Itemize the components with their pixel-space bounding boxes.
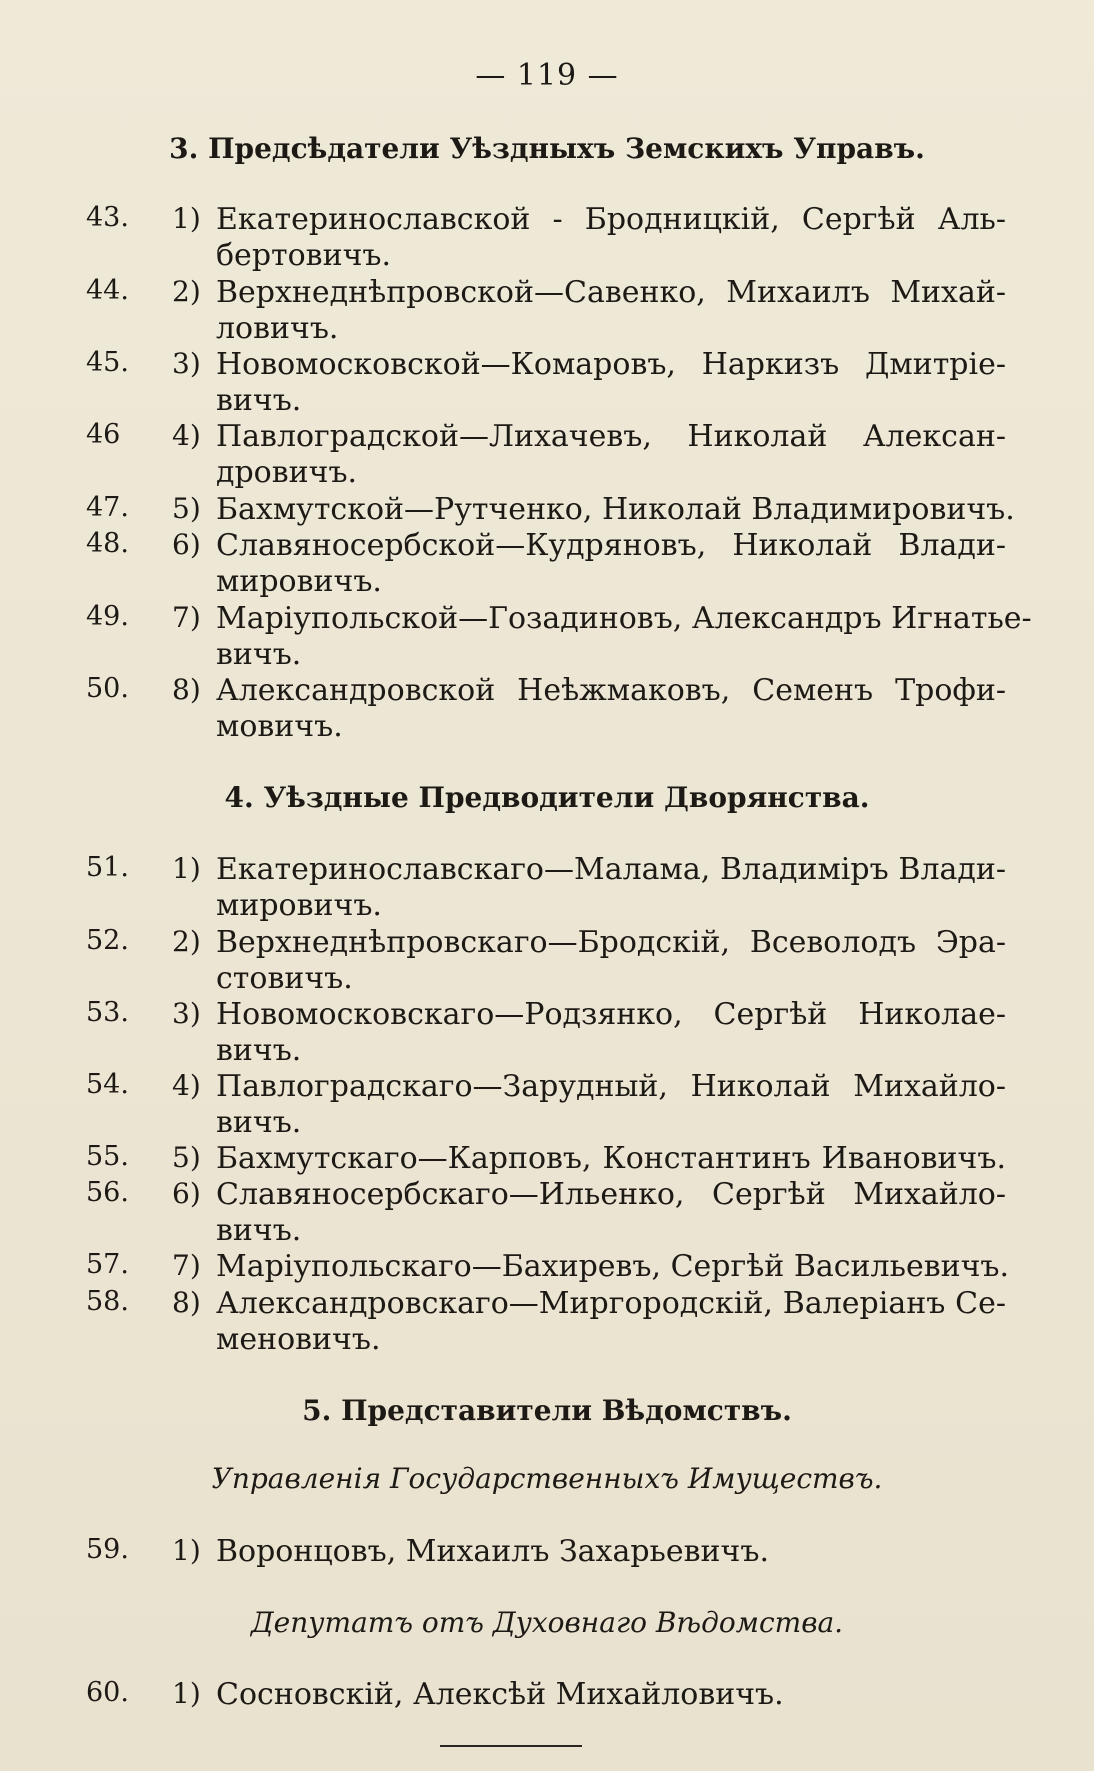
entry-text: Маріупольской—Гозадиновъ, Александръ Игнатье- (216, 601, 1032, 636)
entry-number: 53. (86, 997, 129, 1028)
entry-index: 1) (172, 1534, 201, 1567)
entry-text-continued: мировичъ. (216, 564, 382, 599)
section-4-heading: 4. Уѣздные Предводители Дворянства. (224, 781, 870, 814)
entry-text: Александровской Неѣжмаковъ, Семенъ Трофи- (216, 673, 1006, 708)
entry-number: 50. (86, 673, 129, 704)
entry-number: 59. (86, 1534, 129, 1565)
entry-index: 8) (172, 1286, 201, 1319)
section-5-heading: 5. Представители Вѣдомствъ. (302, 1394, 792, 1427)
entry-number: 55. (86, 1141, 129, 1172)
entry-index: 4) (172, 419, 201, 452)
entry-number: 44. (86, 275, 129, 306)
entry-text-continued: вичъ. (216, 1105, 302, 1140)
entry-number: 49. (86, 601, 129, 632)
entry-index: 3) (172, 347, 201, 380)
entry-number: 60. (86, 1677, 129, 1708)
entry-text-continued: меновичъ. (216, 1322, 381, 1357)
entry-number: 48. (86, 528, 129, 559)
entry-number: 51. (86, 852, 129, 883)
entry-number: 52. (86, 925, 129, 956)
entry-text-continued: вичъ. (216, 1213, 302, 1248)
entry-text: Павлоградской—Лихачевъ, Николай Алексан- (216, 419, 1006, 454)
entry-number: 56. (86, 1177, 129, 1208)
entry-number: 47. (86, 492, 129, 523)
entry-index: 6) (172, 528, 201, 561)
entry-number: 46 (86, 419, 121, 450)
entry-index: 7) (172, 1249, 201, 1282)
entry-text: Екатеринославской - Бродницкій, Сергѣй Аль- (216, 202, 1006, 237)
entry-text: Бахмутской—Рутченко, Николай Владимировичъ. (216, 492, 1015, 527)
entry-text: Новомосковскаго—Родзянко, Сергѣй Николае- (216, 997, 1006, 1032)
subsection-state-property: Управленія Государственныхъ Имуществъ. (211, 1462, 883, 1495)
entry-text: Сосновскій, Алексѣй Михайловичъ. (216, 1677, 784, 1712)
entry-index: 1) (172, 1677, 201, 1710)
entry-index: 2) (172, 925, 201, 958)
entry-text: Воронцовъ, Михаилъ Захарьевичъ. (216, 1534, 769, 1569)
subsection-clergy-deputy: Депутатъ отъ Духовнаго Вѣдомства. (250, 1606, 844, 1639)
entry-index: 1) (172, 852, 201, 885)
entry-text-continued: вичъ. (216, 383, 302, 418)
entry-index: 6) (172, 1177, 201, 1210)
entry-index: 2) (172, 275, 201, 308)
entry-number: 58. (86, 1286, 129, 1317)
entry-number: 54. (86, 1069, 129, 1100)
entry-text: Бахмутскаго—Карповъ, Константинъ Ивановичъ. (216, 1141, 1006, 1176)
entry-text: Верхнеднѣпровскаго—Бродскій, Всеволодъ Эра- (216, 925, 1006, 960)
entry-text-continued: ловичъ. (216, 311, 339, 346)
entry-index: 5) (172, 492, 201, 525)
entry-text-continued: вичъ. (216, 1033, 302, 1068)
entry-index: 8) (172, 673, 201, 706)
entry-text-continued: мовичъ. (216, 709, 343, 744)
entry-text: Маріупольскаго—Бахиревъ, Сергѣй Васильевичъ. (216, 1249, 1010, 1284)
section-3-heading: 3. Предсѣдатели Уѣздныхъ Земскихъ Управъ. (169, 132, 925, 165)
entry-text: Славяносербской—Кудряновъ, Николай Влади- (216, 528, 1006, 563)
entry-text: Славяносербскаго—Ильенко, Сергѣй Михайло- (216, 1177, 1006, 1212)
entry-text-continued: мировичъ. (216, 888, 382, 923)
entry-text: Верхнеднѣпровской—Савенко, Михаилъ Михай- (216, 275, 1006, 310)
entry-text-continued: вичъ. (216, 637, 302, 672)
entry-index: 7) (172, 601, 201, 634)
entry-text: Екатеринославскаго—Малама, Владиміръ Влади- (216, 852, 1006, 887)
entry-number: 43. (86, 202, 129, 233)
entry-number: 57. (86, 1249, 129, 1280)
entry-index: 3) (172, 997, 201, 1030)
entry-index: 1) (172, 202, 201, 235)
entry-text-continued: стовичъ. (216, 961, 353, 996)
entry-text: Новомосковской—Комаровъ, Наркизъ Дмитріе- (216, 347, 1006, 382)
page-number: — 119 — (475, 58, 619, 93)
entry-text: Павлоградскаго—Зарудный, Николай Михайло- (216, 1069, 1006, 1104)
entry-index: 5) (172, 1141, 201, 1174)
entry-text-continued: бертовичъ. (216, 238, 392, 273)
entry-number: 45. (86, 347, 129, 378)
closing-rule (440, 1745, 582, 1747)
entry-index: 4) (172, 1069, 201, 1102)
entry-text-continued: дровичъ. (216, 455, 358, 490)
entry-text: Александровскаго—Миргородскій, Валеріанъ Се- (216, 1286, 1006, 1321)
